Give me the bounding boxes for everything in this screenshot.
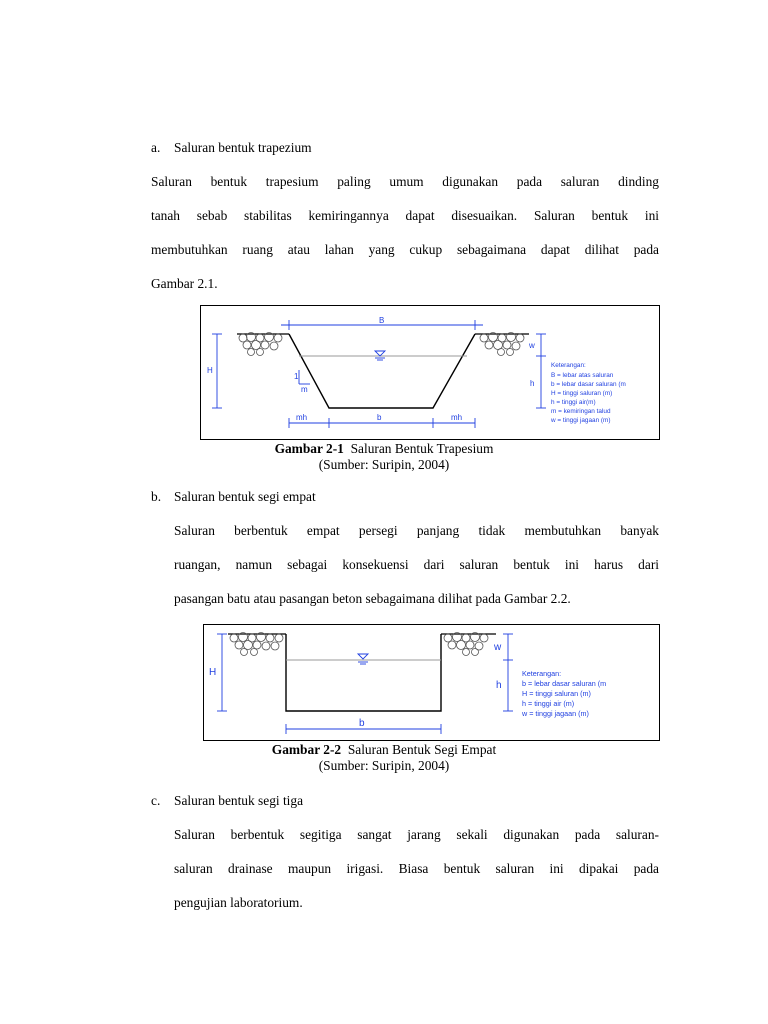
label-water-height: h [530,379,535,388]
legend-item: w = tinggi jagaan (m) [551,417,611,424]
section-heading-c: Saluran bentuk segi tiga [174,793,304,808]
label-channel-height: H [209,667,217,678]
paragraph-line: Saluran bentuk trapesium paling umum digunakan pada saluran dinding [151,174,659,189]
paragraph-line: Saluran berbentuk segitiga sangat jarang sekali digunakan pada saluran- [174,827,659,842]
slope-indicator [299,370,310,384]
figure-number: Gambar 2-1 [274,441,344,456]
label-bottom-width: b [359,718,365,729]
label-water-height: h [496,680,502,691]
trapezoid-diagram [201,306,659,439]
figure-title: Saluran Bentuk Segi Empat [347,742,497,757]
list-marker-c: c. [151,793,161,808]
label-bottom-width: b [377,413,382,422]
label-channel-height: H [207,366,213,375]
figure-source-2: (Sumber: Suripin, 2004) [318,758,450,773]
slope-label-one: 1 [294,372,299,381]
figure-caption-1 [0,441,768,456]
water-level-icon [358,654,368,664]
legend-title: Keterangan: [522,669,562,678]
legend-item: h = tinggi air(m) [551,399,596,406]
label-top-width: B [379,316,385,325]
figure-title: Saluran Bentuk Trapesium [350,441,494,456]
legend-item: w = tinggi jagaan (m) [522,709,589,718]
paragraph-line: pengujian laboratorium. [174,895,303,910]
figure-trapezoid-channel [200,305,660,440]
list-marker-a: a. [151,140,161,155]
water-level-icon [375,351,385,360]
rectangle-diagram [204,625,659,740]
legend-item: b = lebar dasar saluran (m [522,679,607,688]
stone-hatching-right [444,633,488,656]
legend [550,362,626,424]
paragraph-line: saluran drainase maupun irigasi. Biasa bentuk saluran ini dipakai pada [174,861,659,876]
section-heading-b: Saluran bentuk segi empat [174,489,316,504]
slope-label-m: m [301,385,308,394]
legend-item: h = tinggi air (m) [522,699,575,708]
list-marker-b: b. [151,489,162,504]
paragraph-line: ruangan, namun sebagai konsekuensi dari saluran bentuk ini harus dari [174,557,659,572]
figure-number: Gambar 2-2 [271,742,342,757]
section-heading-a: Saluran bentuk trapezium [174,140,312,155]
figure-source-1: (Sumber: Suripin, 2004) [318,457,450,472]
legend [521,669,606,718]
paragraph-line: tanah sebab stabilitas kemiringannya dapat disesuaikan. Saluran bentuk ini [151,208,659,223]
legend-item: m = kemiringan talud [551,408,611,415]
label-mh-right: mh [451,413,463,422]
paragraph-line: membutuhkan ruang atau lahan yang cukup sebagaimana dapat dilihat pada [151,242,659,257]
stone-hatching-left [230,633,283,656]
legend-item: b = lebar dasar saluran (m [551,381,626,388]
legend-title: Keterangan: [551,362,586,369]
paragraph-line: Saluran berbentuk empat persegi panjang tidak membutuhkan banyak [174,523,659,538]
label-mh-left: mh [296,413,308,422]
label-freeboard: w [529,341,535,350]
legend-item: B = lebar atas saluran [551,372,614,379]
stone-hatching-left [239,333,282,356]
figure-caption-2 [0,742,768,757]
paragraph-line: Gambar 2.1. [151,276,218,291]
stone-hatching-right [480,333,524,356]
legend-item: H = tinggi saluran (m) [551,390,613,397]
legend-item: H = tinggi saluran (m) [522,689,591,698]
paragraph-line: pasangan batu atau pasangan beton sebagaimana dilihat pada Gambar 2.2. [174,591,571,606]
label-freeboard: w [494,642,502,653]
figure-rectangular-channel [203,624,660,741]
